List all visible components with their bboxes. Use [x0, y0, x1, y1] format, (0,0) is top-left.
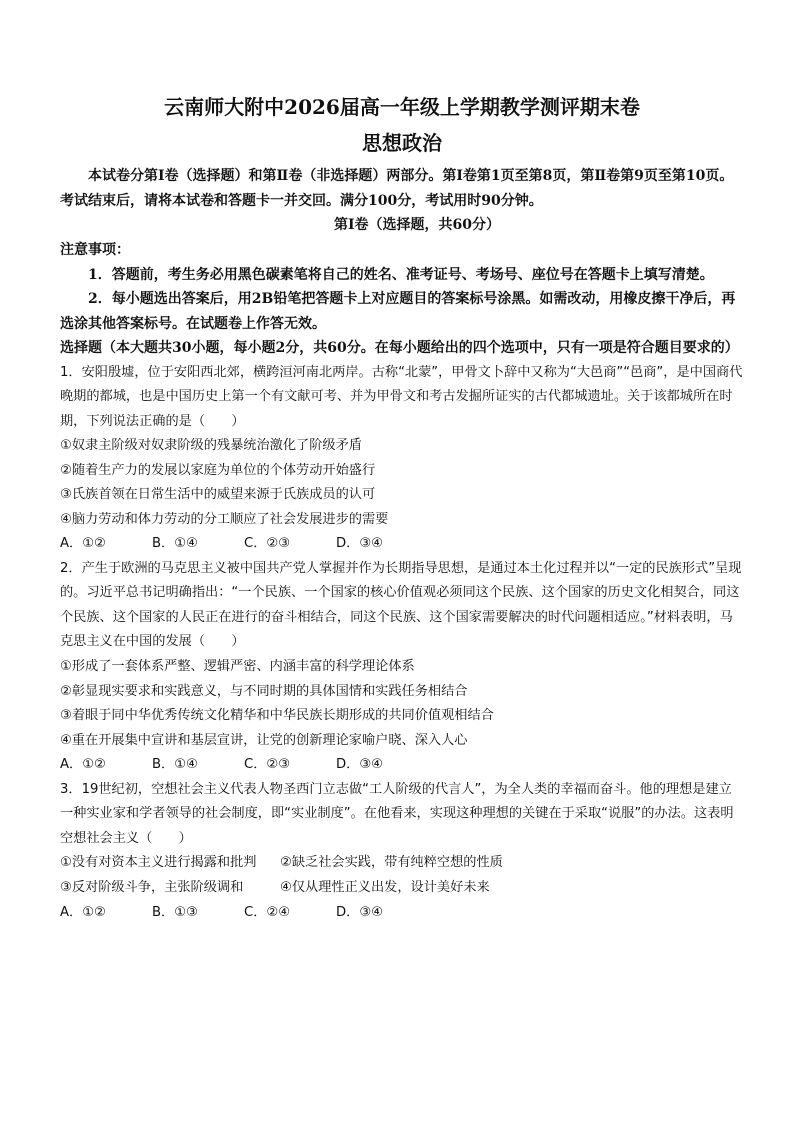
exam-intro: 本试卷分第Ⅰ卷（选择题）和第Ⅱ卷（非选择题）两部分。第Ⅰ卷第1页至第8页，第Ⅱ卷第9页至第10页。考试结束后，请将本试卷和答题卡一并交回。满分100分，考试用时90分钟。	[60, 168, 734, 209]
answer-choice-b: B．①④	[152, 757, 198, 773]
question-option: ②随着生产力的发展以家庭为单位的个体劳动开始盛行	[60, 462, 376, 478]
answer-choice-d: D．③④	[336, 757, 383, 773]
answer-choice-a: A．①②	[60, 904, 106, 920]
question-option: ④重在开展集中宣讲和基层宣讲，让党的创新理论家喻户晓、深入人心	[60, 732, 468, 748]
section-heading: 第Ⅰ卷（选择题，共60分）	[333, 217, 501, 233]
notice-item: 1．答题前，考生务必用黑色碳素笔将自己的姓名、准考证号、考场号、座位号在答题卡上填写清楚。	[88, 266, 714, 283]
answer-choice-b: B．①③	[152, 904, 198, 920]
question-option: ④脑力劳动和体力劳动的分工顺应了社会发展进步的需要	[60, 511, 389, 527]
question-option: ②缺乏社会实践，带有纯粹空想的性质	[280, 855, 503, 871]
notice-title: 注意事项：	[60, 242, 130, 258]
question-option-row	[60, 876, 744, 901]
question-2	[60, 557, 744, 778]
question-stem: 1．安阳殷墟，位于安阳西北郊，横跨洹河南北两岸。古称“北蒙”，甲骨文卜辞中又称为“大邑商”“邑商”，是中国商代晚期的都城，也是中国历史上第一个有文献可考、并为甲骨文和考古发掘所证实的古代都城遗址。关于该都城所在时期，下列说法正确的是（ ）	[60, 364, 743, 429]
answer-choices	[60, 532, 744, 557]
question-stem: 2．产生于欧洲的马克思主义被中国共产党人掌握并作为长期指导思想，是通过本土化过程并以“一定的民族形式”呈现的。习近平总书记明确指出：“一个民族、一个国家的核心价值观必须同这个民族、这个国家的历史文化相契合，同这个民族、这个国家的人民正在进行的奋斗相结合，同这个民族、这个国家需要解决的时代问题相适应。”材料表明，马克思主义在中国的发展（ ）	[60, 560, 742, 650]
question-option: ①形成了一套体系严整、逻辑严密、内涵丰富的科学理论体系	[60, 658, 415, 674]
answer-choice-b: B．①④	[152, 536, 198, 552]
answer-choices	[60, 901, 744, 926]
answer-choice-c: C．②③	[244, 536, 291, 552]
mc-instructions: 选择题（本大题共30小题，每小题2分，共60分。在每小题给出的四个选项中，只有一项是符合题目要求的）	[60, 340, 739, 356]
answer-choice-d: D．③④	[336, 536, 383, 552]
answer-choice-c: C．②③	[244, 757, 291, 773]
question-option: ④仅从理性正义出发，设计美好未来	[280, 880, 490, 896]
question-option: ②彰显现实要求和实践意义，与不同时期的具体国情和实践任务相结合	[60, 683, 468, 699]
answer-choice-d: D．③④	[336, 904, 383, 920]
question-option: ③着眼于同中华优秀传统文化精华和中华民族长期形成的共同价值观相结合	[60, 708, 494, 724]
question-stem: 3．19世纪初，空想社会主义代表人物圣西门立志做“工人阶级的代言人”，为全人类的幸福而奋斗。他的理想是建立一种实业家和学者领导的社会制度，即“实业制度”。在他看来，实现这种理想的关键在于采取“说服”的办法。这表明空想社会主义（ ）	[60, 781, 734, 846]
answer-choice-c: C．②④	[244, 904, 291, 920]
question-option: ①没有对资本主义进行揭露和批判	[60, 855, 257, 871]
answer-choice-a: A．①②	[60, 757, 106, 773]
question-option: ①奴隶主阶级对奴隶阶级的残暴统治激化了阶级矛盾	[60, 438, 362, 453]
answer-choices	[60, 753, 744, 778]
question-option-row	[60, 851, 744, 876]
question-3	[60, 778, 744, 925]
notice-item: 2．每小题选出答案后，用2B铅笔把答题卡上对应题目的答案标号涂黑。如需改动，用橡皮擦干净后，再选涂其他答案标号。在试题卷上作答无效。	[60, 291, 736, 332]
exam-subject: 思想政治	[362, 131, 442, 155]
question-1	[60, 361, 744, 557]
question-option: ③反对阶级斗争，主张阶级调和	[60, 880, 244, 896]
question-option: ③氏族首领在日常生活中的威望来源于氏族成员的认可	[60, 487, 376, 503]
answer-choice-a: A．①②	[60, 536, 106, 552]
exam-title: 云南师大附中2026届高一年级上学期教学测评期末卷	[164, 95, 640, 119]
